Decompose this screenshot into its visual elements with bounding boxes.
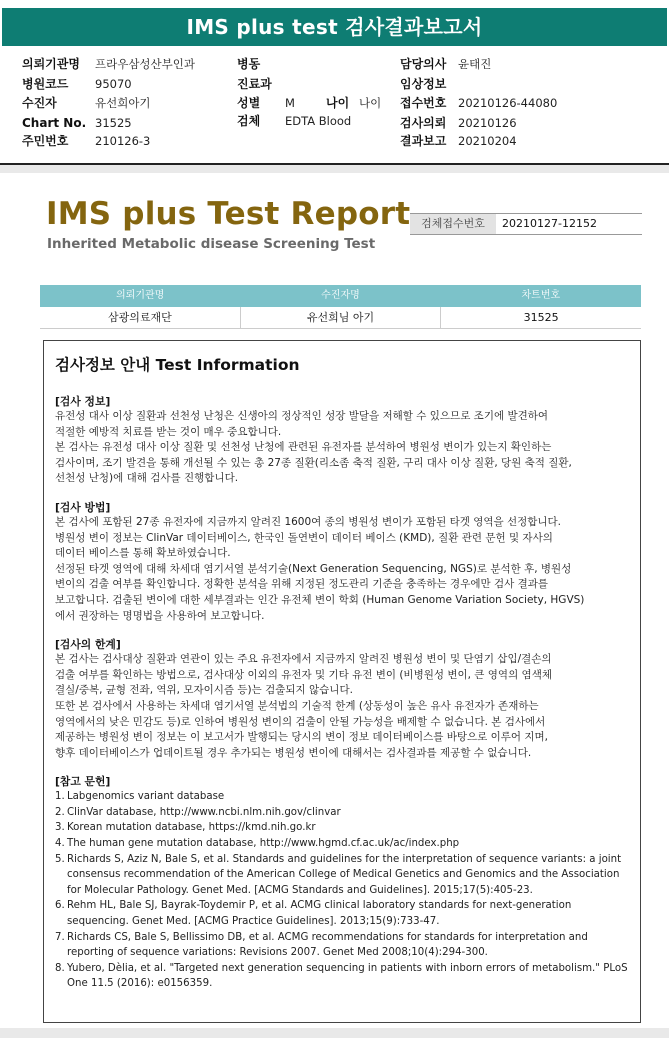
section-heading: [검사 방법] (55, 500, 111, 514)
section-heading: [검사 정보] (55, 395, 111, 408)
label-requesting-institution: 의뢰기관명 (22, 57, 80, 71)
patient-info-block (0, 55, 669, 165)
label-receipt-number: 접수번호 (400, 96, 447, 110)
section-text-line: 영역에서의 낮은 민감도 등)로 인하여 병원성 변이의 검출이 안될 가능성을 배제할 수 없습니다. 본 검사에서 (55, 715, 546, 728)
references-heading: [참고 문헌] (55, 775, 111, 789)
value-specimen: EDTA Blood (285, 114, 352, 128)
references-list (55, 789, 629, 992)
value-patient: 유선희아기 (95, 96, 151, 110)
section-text-line: 본 검사에 포함된 27종 유전자에 지금까지 알려진 1600여 종의 병원성 변이가 포함된 타겟 영역을 선정합니다. (55, 515, 562, 528)
reference-number: 8. (55, 962, 65, 974)
reference-item (55, 961, 629, 992)
section-text-line: 선정된 타겟 영역에 대해 차세대 염기서열 분석기술(Next Generation Sequencing, NGS)로 분석한 후, 병원성 (55, 562, 572, 575)
report-subtitle: Inherited Metabolic disease Screening Test (47, 236, 376, 252)
specimen-receipt-box (410, 213, 642, 235)
label-patient: 수진자 (22, 96, 57, 110)
reference-item (55, 836, 629, 852)
section-text-line: 병원성 변이 정보는 ClinVar 데이터베이스, 한국인 돌연변이 데이터 베이스 (KMD), 질환 관련 문헌 및 자사의 (55, 531, 553, 544)
reference-text: The human gene mutation database, http://www.hgmd.cf.ac.uk/ac/index.php (67, 838, 460, 850)
section-text-line: 검사이며, 조기 발견을 통해 개선될 수 있는 총 27종 질환(리소좀 축적 질환, 구리 대사 이상 질환, 당원 축적 질환, (55, 456, 572, 469)
info-section (55, 500, 629, 624)
reference-number: 5. (55, 853, 65, 865)
section-heading: [검사의 한계] (55, 638, 121, 652)
receipt-value: 20210127-12152 (502, 217, 597, 230)
label-test-request: 검사의뢰 (400, 116, 447, 130)
reference-number: 1. (55, 791, 65, 803)
section-text-line: 적절한 예방적 치료를 받는 것이 매우 중요합니다. (55, 425, 282, 438)
reference-item (55, 930, 629, 961)
section-text-line: 보고합니다. 검출된 변이에 대한 세부결과는 인간 유전체 변이 학회 (Human Genome Variation Society, HGVS) (55, 593, 585, 606)
report-title: IMS plus Test Report (46, 196, 411, 232)
label-department: 진료과 (237, 77, 272, 91)
label-ward: 병동 (237, 57, 261, 71)
label-result-report: 결과보고 (400, 134, 447, 148)
section-divider (0, 163, 669, 173)
cell-institution: 삼광의료재단 (40, 307, 241, 328)
reference-number: 4. (55, 838, 65, 850)
patient-table-row (40, 307, 641, 329)
label-hospital-code: 병원코드 (22, 77, 69, 91)
label-sex: 성별 (237, 96, 261, 110)
cell-patient-name: 유선희님 아기 (241, 307, 442, 328)
cell-chart-number: 31525 (523, 311, 559, 324)
header-patient-name: 수진자명 (321, 290, 360, 301)
section-text-line: 본 검사는 유전성 대사 이상 질환 및 선천성 난청에 관련된 유전자를 분석하여 병원성 변이가 있는지 확인하는 (55, 441, 552, 454)
label-specimen: 검체 (237, 114, 261, 128)
report-header-title: IMS plus test 검사결과보고서 (2, 8, 667, 46)
reference-item (55, 898, 629, 929)
reference-item (55, 805, 629, 821)
value-age: 나이 (359, 96, 382, 110)
info-section (55, 394, 629, 487)
label-resident-number: 주민번호 (22, 134, 69, 148)
label-age: 나이 (326, 96, 350, 110)
section-text-line: 데이터 베이스를 통해 확보하였습니다. (55, 547, 231, 560)
references-section (55, 774, 629, 992)
reference-number: 3. (55, 822, 65, 834)
info-section (55, 637, 629, 761)
section-text-line: 변이의 검출 여부를 확인합니다. 정확한 분석을 위해 지정된 정도관리 기준을 충족하는 경우에만 검사 결과를 (55, 578, 549, 591)
report-page (12, 173, 667, 1028)
header-institution: 의뢰기관명 (116, 290, 165, 301)
reference-item (55, 820, 629, 836)
value-test-request: 20210126 (458, 116, 517, 130)
value-doctor: 윤태진 (458, 57, 492, 71)
patient-table-header (40, 285, 641, 307)
reference-number: 2. (55, 806, 65, 818)
header-chart-number: 차트번호 (521, 290, 561, 301)
reference-text: Korean mutation database, https://kmd.nih.go.kr (67, 822, 316, 834)
value-hospital-code: 95070 (95, 77, 132, 91)
test-information-title: 검사정보 안내 Test Information (55, 356, 300, 374)
section-text-line: 에서 권장하는 명명법을 사용하여 보고합니다. (55, 609, 265, 622)
label-clinical-info: 임상정보 (400, 77, 447, 91)
reference-item (55, 789, 629, 805)
section-text-line: 선천성 난청)에 대해 검사를 진행합니다. (55, 472, 239, 485)
reference-text: ClinVar database, http://www.ncbi.nlm.nih.gov/clinvar (67, 806, 341, 818)
value-receipt-number: 20210126-44080 (458, 96, 558, 110)
value-chart-no: 31525 (95, 116, 132, 130)
section-text-line: 또한 본 검사에서 사용하는 차세대 염기서열 분석법의 기술적 한계 (상동성이 높은 유사 유전자가 존재하는 (55, 699, 539, 712)
info-sections (55, 394, 629, 761)
reference-item (55, 852, 629, 899)
reference-text: Richards S, Aziz N, Bale S, et al. Standards and guidelines for the interpretation of sequence variants: a joint consensus recommendation of the American College of Medical Genetics and Genomics and the Association for Molecular Pathology. Genet Med. [ACMG Standards and Guidelines]. 2015;17(5):405-23. (67, 853, 622, 896)
bottom-bar (0, 1028, 669, 1038)
section-text-line: 제공하는 병원성 변이 정보는 이 보고서가 발행되는 당시의 변이 정보 데이터베이스를 바탕으로 이루어 지며, (55, 731, 549, 744)
section-text-line: 향후 데이터베이스가 업데이트될 경우 추가되는 병원성 변이에 대해서는 검사결과를 제공할 수 없습니다. (55, 746, 532, 759)
value-resident-number: 210126-3 (95, 134, 151, 148)
section-text-line: 본 검사는 검사대상 질환과 연관이 있는 주요 유전자에서 지금까지 알려진 병원성 변이 및 단염기 삽입/결손의 (55, 653, 552, 666)
reference-number: 7. (55, 931, 65, 943)
test-information-box (43, 340, 641, 1023)
section-text-line: 결실/중복, 균형 전좌, 역위, 모자이시즘 등)는 검출되지 않습니다. (55, 684, 353, 697)
value-requesting-institution: 프라우삼성산부인과 (95, 57, 195, 71)
value-result-report: 20210204 (458, 134, 517, 148)
label-doctor: 담당의사 (400, 57, 447, 71)
value-sex: M (285, 96, 295, 110)
reference-text: Rehm HL, Bale SJ, Bayrak-Toydemir P, et al. ACMG clinical laboratory standards for next-generation sequencing. Genet Med. [ACMG Practice Guidelines]. 2013;15(9):733-47. (67, 900, 572, 928)
patient-table (40, 285, 641, 329)
receipt-label: 검체접수번호 (410, 214, 496, 234)
section-text-line: 검출 여부를 확인하는 방법으로, 검사대상 이외의 유전자 및 기타 유전 변이 (비병원성 변이, 큰 영역의 염색체 (55, 668, 552, 681)
reference-text: Yubero, Dèlia, et al. "Targeted next generation sequencing in patients with inborn errors of metabolism." PLoS One 11.5 (2016): e0156359. (67, 962, 628, 990)
reference-text: Richards CS, Bale S, Bellissimo DB, et al. ACMG recommendations for standards for interpretation and reporting of sequence variations: Revisions 2007. Genet Med 2008;10(4):294-300. (67, 931, 588, 959)
reference-text: Labgenomics variant database (67, 791, 225, 803)
section-text-line: 유전성 대사 이상 질환과 선천성 난청은 신생아의 정상적인 성장 발달을 저해할 수 있으므로 조기에 발견하여 (55, 410, 549, 422)
reference-number: 6. (55, 900, 65, 912)
label-chart-no: Chart No. (22, 116, 87, 130)
